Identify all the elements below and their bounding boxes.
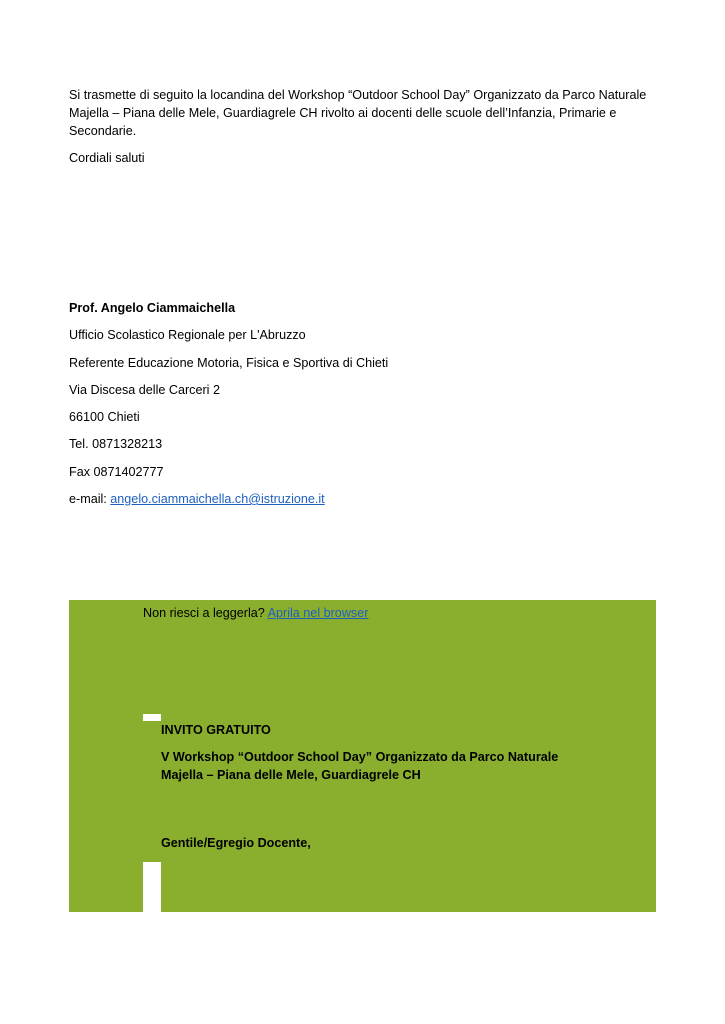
- signature-office: Ufficio Scolastico Regionale per L'Abruzzo: [69, 328, 306, 342]
- signature-email-row: [69, 490, 325, 508]
- white-tab-top: [143, 714, 161, 721]
- invite-label: INVITO GRATUITO: [161, 723, 271, 737]
- signature-role: Referente Educazione Motoria, Fisica e Sportiva di Chieti: [69, 356, 389, 370]
- intro-line-3: Secondarie.: [69, 124, 137, 138]
- cant-read-row: [143, 604, 368, 622]
- cant-read-text: Non riesci a leggerla?: [143, 606, 268, 620]
- newsletter-banner: [69, 600, 656, 912]
- signature-fax: Fax 0871402777: [69, 465, 164, 479]
- workshop-title-line-2: Majella – Piana delle Mele, Guardiagrele CH: [161, 768, 421, 782]
- closing-greeting: Cordiali saluti: [69, 151, 145, 165]
- signature-address: Via Discesa delle Carceri 2: [69, 383, 220, 397]
- banner-greeting: Gentile/Egregio Docente,: [161, 836, 311, 850]
- white-tab-bottom: [143, 862, 161, 912]
- signature-tel: Tel. 0871328213: [69, 437, 163, 451]
- signature-name: Prof. Angelo Ciammaichella: [69, 301, 236, 315]
- open-in-browser-link[interactable]: Aprila nel browser: [267, 606, 369, 620]
- email-label: e-mail:: [69, 492, 111, 506]
- intro-line-1: Si trasmette di seguito la locandina del Workshop “Outdoor School Day” Organizzato da Parco Naturale: [69, 88, 647, 102]
- workshop-title-line-1: V Workshop “Outdoor School Day” Organizzato da Parco Naturale: [161, 750, 559, 764]
- intro-line-2: Majella – Piana delle Mele, Guardiagrele CH rivolto ai docenti delle scuole dell’Infanzia, Primarie e: [69, 106, 617, 120]
- email-link[interactable]: angelo.ciammaichella.ch@istruzione.it: [110, 492, 325, 506]
- signature-city: 66100 Chieti: [69, 410, 140, 424]
